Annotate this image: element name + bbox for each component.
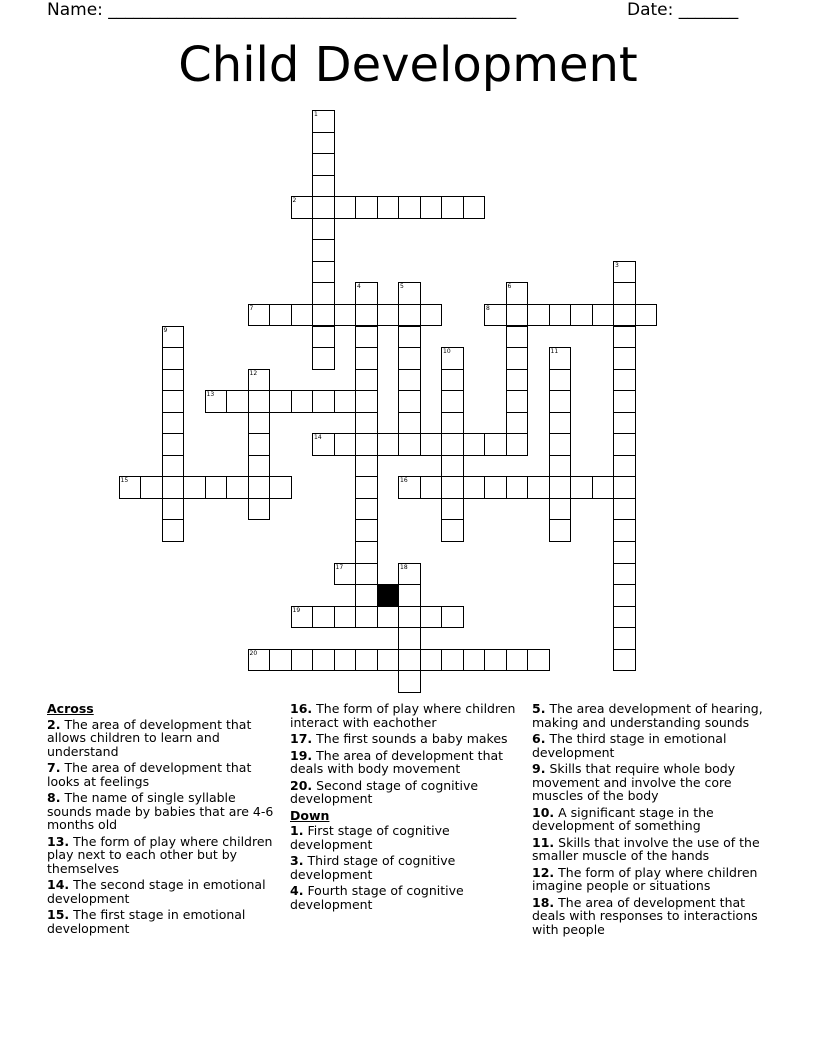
grid-cell[interactable] xyxy=(613,476,636,499)
grid-cell[interactable] xyxy=(570,476,593,499)
clue-number: 2 xyxy=(292,197,297,205)
grid-cell[interactable] xyxy=(355,563,378,586)
grid-cell[interactable] xyxy=(463,649,486,672)
grid-cell[interactable] xyxy=(506,304,529,327)
grid-cell[interactable] xyxy=(398,390,421,413)
grid-cell[interactable] xyxy=(162,412,185,435)
grid-cell[interactable] xyxy=(334,304,357,327)
name-field[interactable]: Name: ________________________________________________ xyxy=(47,0,517,20)
grid-cell[interactable] xyxy=(248,304,271,327)
grid-cell[interactable] xyxy=(506,390,529,413)
grid-cell[interactable] xyxy=(377,304,400,327)
grid-cell[interactable] xyxy=(398,476,421,499)
grid-cell[interactable] xyxy=(269,649,292,672)
grid-cell[interactable] xyxy=(334,390,357,413)
grid-cell[interactable] xyxy=(398,649,421,672)
grid-cell[interactable] xyxy=(312,239,335,262)
grid-cell[interactable] xyxy=(441,369,464,392)
grid-cell[interactable] xyxy=(205,390,228,413)
grid-cell[interactable] xyxy=(549,369,572,392)
grid-cell[interactable] xyxy=(506,326,529,349)
across-heading: Across xyxy=(47,701,94,716)
black-cell xyxy=(377,584,400,607)
grid-cell[interactable] xyxy=(355,498,378,521)
clue-number: 19 xyxy=(292,606,301,614)
grid-cell[interactable] xyxy=(355,433,378,456)
grid-cell[interactable] xyxy=(334,606,357,629)
clue-down: 1. First stage of cognitive development xyxy=(290,823,450,852)
grid-cell[interactable] xyxy=(613,369,636,392)
grid-cell[interactable] xyxy=(613,390,636,413)
grid-cell[interactable] xyxy=(355,326,378,349)
grid-cell[interactable] xyxy=(291,390,314,413)
grid-cell[interactable] xyxy=(441,498,464,521)
grid-cell[interactable] xyxy=(398,282,421,305)
grid-cell[interactable] xyxy=(248,498,271,521)
date-field[interactable]: Date: _______ xyxy=(627,0,739,20)
clue-number: 7 xyxy=(249,304,254,312)
clue-number: 11 xyxy=(550,348,559,356)
grid-cell[interactable] xyxy=(269,390,292,413)
grid-cell[interactable] xyxy=(377,606,400,629)
grid-cell[interactable] xyxy=(420,304,443,327)
grid-cell[interactable] xyxy=(398,584,421,607)
grid-cell[interactable] xyxy=(312,175,335,198)
grid-cell[interactable] xyxy=(398,606,421,629)
grid-cell[interactable] xyxy=(291,606,314,629)
grid-cell[interactable] xyxy=(549,433,572,456)
grid-cell[interactable] xyxy=(162,519,185,542)
grid-cell[interactable] xyxy=(162,326,185,349)
grid-cell[interactable] xyxy=(441,476,464,499)
grid-cell[interactable] xyxy=(506,649,529,672)
clue-across: 15. The first stage in emotional development xyxy=(47,907,246,936)
grid-cell[interactable] xyxy=(613,606,636,629)
clue-number: 13 xyxy=(206,391,215,399)
grid-cell[interactable] xyxy=(420,433,443,456)
clue-down: 5. The area development of hearing, making and understanding sounds xyxy=(532,701,763,730)
grid-cell[interactable] xyxy=(248,649,271,672)
grid-cell[interactable] xyxy=(613,498,636,521)
grid-cell[interactable] xyxy=(398,304,421,327)
clue-column-2 xyxy=(290,702,522,914)
grid-cell[interactable] xyxy=(463,433,486,456)
grid-cell[interactable] xyxy=(506,282,529,305)
grid-cell[interactable] xyxy=(549,347,572,370)
clue-across: 13. The form of play where children play next to each other but by themselves xyxy=(47,833,273,876)
grid-cell[interactable] xyxy=(549,519,572,542)
grid-cell[interactable] xyxy=(291,649,314,672)
grid-cell[interactable] xyxy=(549,412,572,435)
clue-down: 3. Third stage of cognitive development xyxy=(290,853,456,882)
grid-cell[interactable] xyxy=(355,304,378,327)
grid-cell[interactable] xyxy=(463,196,486,219)
clue-number: 6 xyxy=(507,283,512,291)
grid-cell[interactable] xyxy=(484,476,507,499)
grid-cell[interactable] xyxy=(420,196,443,219)
grid-cell[interactable] xyxy=(613,455,636,478)
grid-cell[interactable] xyxy=(140,476,163,499)
clue-number: 15 xyxy=(120,477,129,485)
grid-cell[interactable] xyxy=(312,218,335,241)
grid-cell[interactable] xyxy=(312,304,335,327)
grid-cell[interactable] xyxy=(355,606,378,629)
grid-cell[interactable] xyxy=(162,433,185,456)
grid-cell[interactable] xyxy=(549,498,572,521)
grid-cell[interactable] xyxy=(291,196,314,219)
grid-cell[interactable] xyxy=(527,649,550,672)
down-heading: Down xyxy=(290,807,330,823)
grid-cell[interactable] xyxy=(613,347,636,370)
grid-cell[interactable] xyxy=(613,649,636,672)
grid-cell[interactable] xyxy=(162,498,185,521)
grid-cell[interactable] xyxy=(441,519,464,542)
clue-number: 14 xyxy=(314,434,322,442)
grid-cell[interactable] xyxy=(248,412,271,435)
grid-cell[interactable] xyxy=(248,433,271,456)
clue-number: 4 xyxy=(357,283,361,291)
grid-cell[interactable] xyxy=(355,455,378,478)
grid-cell[interactable] xyxy=(613,541,636,564)
grid-cell[interactable] xyxy=(613,326,636,349)
grid-cell[interactable] xyxy=(398,670,421,693)
clue-across: 2. The area of development that allows children to learn and understand xyxy=(47,716,252,759)
grid-cell[interactable] xyxy=(441,649,464,672)
grid-cell[interactable] xyxy=(355,390,378,413)
grid-cell[interactable] xyxy=(312,282,335,305)
clue-across: 16. The form of play where children interact with eachother xyxy=(290,701,516,730)
clue-across: 17. The first sounds a baby makes xyxy=(290,731,508,746)
grid-cell[interactable] xyxy=(420,476,443,499)
clue-number: 20 xyxy=(249,649,258,657)
grid-cell[interactable] xyxy=(162,347,185,370)
header xyxy=(47,0,739,20)
grid-cell[interactable] xyxy=(226,390,249,413)
grid-cell[interactable] xyxy=(205,476,228,499)
clue-down: 12. The form of play where children imagine people or situations xyxy=(532,864,758,893)
grid-cell[interactable] xyxy=(398,563,421,586)
grid-cell[interactable] xyxy=(355,369,378,392)
grid-cell[interactable] xyxy=(506,433,529,456)
grid-cell[interactable] xyxy=(355,649,378,672)
clue-number: 16 xyxy=(400,477,408,485)
grid-cell[interactable] xyxy=(312,390,335,413)
grid-cell[interactable] xyxy=(119,476,142,499)
grid-cell[interactable] xyxy=(226,476,249,499)
grid-cell[interactable] xyxy=(549,455,572,478)
grid-cell[interactable] xyxy=(334,433,357,456)
grid-cell[interactable] xyxy=(398,326,421,349)
clue-number: 17 xyxy=(335,563,344,571)
grid-cell[interactable] xyxy=(549,390,572,413)
grid-cell[interactable] xyxy=(312,153,335,176)
grid-cell[interactable] xyxy=(269,476,292,499)
grid-cell[interactable] xyxy=(420,606,443,629)
clue-across: 19. The area of development that deals with body movement xyxy=(290,747,504,776)
grid-cell[interactable] xyxy=(570,304,593,327)
clue-number: 9 xyxy=(163,326,168,334)
grid-cell[interactable] xyxy=(613,304,636,327)
clue-number: 8 xyxy=(486,304,490,312)
clue-number: 3 xyxy=(615,261,619,269)
clue-down: 9. Skills that require whole body movement and involve the core muscles of the body xyxy=(532,761,736,803)
grid-cell[interactable] xyxy=(506,347,529,370)
clue-number: 10 xyxy=(443,348,451,356)
grid-cell[interactable] xyxy=(613,563,636,586)
grid-cell[interactable] xyxy=(398,433,421,456)
grid-cell[interactable] xyxy=(613,433,636,456)
grid-cell[interactable] xyxy=(162,390,185,413)
grid-cell[interactable] xyxy=(441,412,464,435)
grid-cell[interactable] xyxy=(613,282,636,305)
grid-cell[interactable] xyxy=(355,282,378,305)
clue-down: 4. Fourth stage of cognitive development xyxy=(290,883,464,912)
grid-cell[interactable] xyxy=(312,433,335,456)
grid-cell[interactable] xyxy=(162,369,185,392)
clue-down: 11. Skills that involve the use of the smaller muscle of the hands xyxy=(532,834,760,863)
grid-cell[interactable] xyxy=(613,412,636,435)
grid-cell[interactable] xyxy=(506,369,529,392)
grid-cell[interactable] xyxy=(183,476,206,499)
grid-cell[interactable] xyxy=(398,347,421,370)
grid-cell[interactable] xyxy=(441,433,464,456)
clue-down: 6. The third stage in emotional development xyxy=(532,731,727,760)
grid-cell[interactable] xyxy=(441,347,464,370)
clue-across: 14. The second stage in emotional development xyxy=(47,877,266,906)
grid-cell[interactable] xyxy=(398,412,421,435)
clue-down: 18. The area of development that deals with responses to interactions with people xyxy=(532,894,758,937)
clue-across: 7. The area of development that looks at feelings xyxy=(47,760,252,789)
grid-cell[interactable] xyxy=(248,390,271,413)
grid-cell[interactable] xyxy=(484,649,507,672)
grid-cell[interactable] xyxy=(592,304,615,327)
grid-cell[interactable] xyxy=(377,196,400,219)
clue-across: 8. The name of single syllable sounds made by babies that are 4-6 months old xyxy=(47,790,274,832)
clue-number: 1 xyxy=(314,111,318,118)
grid-cell[interactable] xyxy=(355,584,378,607)
grid-cell[interactable] xyxy=(613,584,636,607)
grid-cell[interactable] xyxy=(355,196,378,219)
grid-cell[interactable] xyxy=(355,476,378,499)
grid-cell[interactable] xyxy=(248,455,271,478)
grid-cell[interactable] xyxy=(398,196,421,219)
grid-cell[interactable] xyxy=(506,476,529,499)
grid-cell[interactable] xyxy=(398,369,421,392)
grid-cell[interactable] xyxy=(312,606,335,629)
grid-cell[interactable] xyxy=(312,261,335,284)
clue-across: 20. Second stage of cognitive development xyxy=(290,777,479,806)
page-title: Child Development xyxy=(178,37,638,93)
clue-number: 12 xyxy=(249,369,258,377)
grid-cell[interactable] xyxy=(527,476,550,499)
grid-cell[interactable] xyxy=(312,347,335,370)
grid-cell[interactable] xyxy=(613,519,636,542)
grid-cell[interactable] xyxy=(549,476,572,499)
grid-cell[interactable] xyxy=(441,606,464,629)
grid-cell[interactable] xyxy=(420,649,443,672)
grid-cell[interactable] xyxy=(269,304,292,327)
grid-cell[interactable] xyxy=(162,476,185,499)
grid-cell[interactable] xyxy=(441,390,464,413)
grid-cell[interactable] xyxy=(162,455,185,478)
grid-cell[interactable] xyxy=(355,541,378,564)
grid-cell[interactable] xyxy=(377,649,400,672)
clue-number: 18 xyxy=(400,563,408,571)
clue-column-3 xyxy=(532,702,768,939)
grid-cell[interactable] xyxy=(441,196,464,219)
grid-cell[interactable] xyxy=(334,649,357,672)
grid-cell[interactable] xyxy=(592,476,615,499)
grid-cell[interactable] xyxy=(355,519,378,542)
grid-cell[interactable] xyxy=(355,412,378,435)
grid-cell[interactable] xyxy=(398,627,421,650)
grid-cell[interactable] xyxy=(334,563,357,586)
grid-cell[interactable] xyxy=(635,304,658,327)
grid-cell[interactable] xyxy=(312,110,335,133)
grid-cell[interactable] xyxy=(549,304,572,327)
grid-cell[interactable] xyxy=(613,627,636,650)
grid-cell[interactable] xyxy=(334,196,357,219)
grid-cell[interactable] xyxy=(312,326,335,349)
grid-cell[interactable] xyxy=(312,649,335,672)
grid-cell[interactable] xyxy=(248,476,271,499)
grid-cell[interactable] xyxy=(377,433,400,456)
grid-cell[interactable] xyxy=(441,455,464,478)
grid-cell[interactable] xyxy=(484,304,507,327)
grid-cell[interactable] xyxy=(613,261,636,284)
grid-cell[interactable] xyxy=(248,369,271,392)
grid-cell[interactable] xyxy=(355,347,378,370)
grid-cell[interactable] xyxy=(312,132,335,155)
grid-cell[interactable] xyxy=(312,196,335,219)
grid-cell[interactable] xyxy=(463,476,486,499)
clue-column-1 xyxy=(47,702,279,938)
grid-cell[interactable] xyxy=(291,304,314,327)
clue-number: 5 xyxy=(400,283,404,291)
clue-down: 10. A significant stage in the development of something xyxy=(532,804,714,833)
grid-cell[interactable] xyxy=(484,433,507,456)
grid-cell[interactable] xyxy=(506,412,529,435)
grid-cell[interactable] xyxy=(527,304,550,327)
